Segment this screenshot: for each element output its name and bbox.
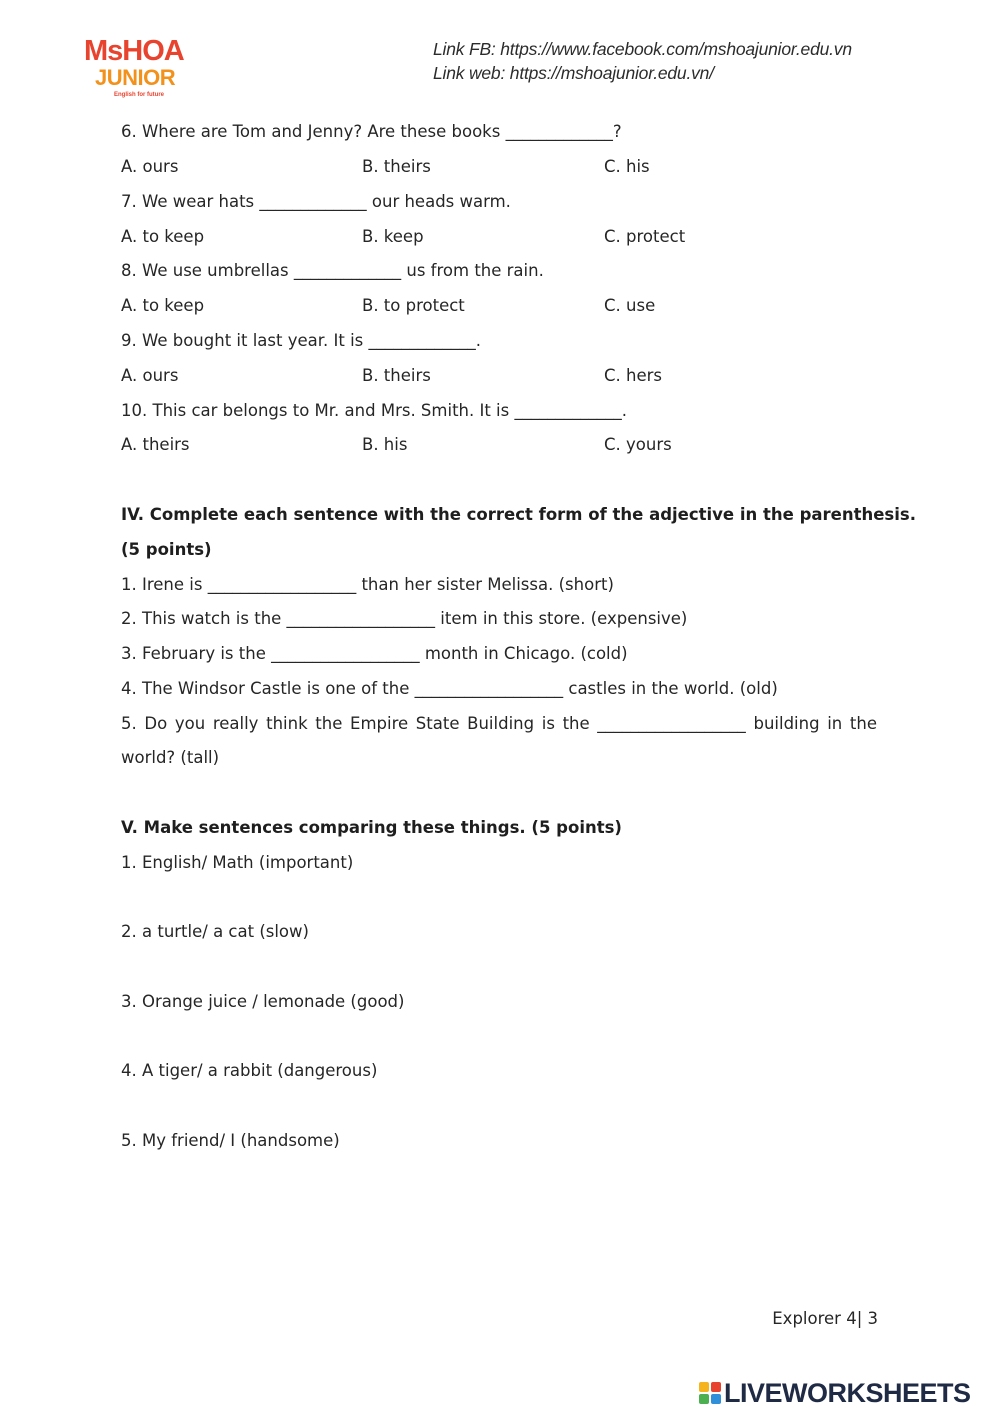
question-10: 10. This car belongs to Mr. and Mrs. Smith. It is _____________. (121, 401, 627, 420)
header-links (433, 37, 993, 85)
section-5-item-5: 5. My friend/ I (handsome) (121, 1131, 340, 1150)
liveworksheets-text: LIVEWORKSHEETS (724, 1378, 971, 1408)
section-5-item-1: 1. English/ Math (important) (121, 853, 354, 872)
logo (84, 36, 216, 102)
section-4-item-1[interactable]: 1. Irene is __________________ than her sister Melissa. (short) (121, 575, 614, 594)
section-4-points: (5 points) (121, 540, 212, 559)
q6-option-c[interactable]: C. his (604, 157, 650, 176)
q10-option-b[interactable]: B. his (362, 435, 408, 454)
q10-option-a[interactable]: A. theirs (121, 435, 190, 454)
section-4-item-2[interactable]: 2. This watch is the __________________ item in this store. (expensive) (121, 609, 688, 628)
q9-option-c[interactable]: C. hers (604, 366, 662, 385)
logo-tagline: English for future (114, 92, 164, 98)
q7-option-a[interactable]: A. to keep (121, 227, 205, 246)
q7-option-c[interactable]: C. protect (604, 227, 686, 246)
q9-option-a[interactable]: A. ours (121, 366, 179, 385)
section-4-item-3[interactable]: 3. February is the __________________ month in Chicago. (cold) (121, 644, 628, 663)
section-5-item-4: 4. A tiger/ a rabbit (dangerous) (121, 1061, 378, 1080)
question-9: 9. We bought it last year. It is _____________. (121, 331, 481, 350)
logo-junior-text: JUNIOR (95, 65, 176, 90)
section-4-item-4[interactable]: 4. The Windsor Castle is one of the __________________ castles in the world. (old) (121, 679, 778, 698)
link-website[interactable]: Link web: https://mshoajunior.edu.vn/ (433, 63, 714, 83)
link-facebook[interactable]: Link FB: https://www.facebook.com/mshoajunior.edu.vn (433, 39, 852, 59)
logo-main-text: MsHOA (84, 35, 184, 67)
section-4-item-5-cont: world? (tall) (121, 748, 220, 767)
q10-option-c[interactable]: C. yours (604, 435, 672, 454)
question-7: 7. We wear hats _____________ our heads warm. (121, 192, 511, 211)
section-5-item-3: 3. Orange juice / lemonade (good) (121, 992, 405, 1011)
q9-option-b[interactable]: B. theirs (362, 366, 431, 385)
page-number: Explorer 4| 3 (772, 1309, 878, 1328)
q6-option-b[interactable]: B. theirs (362, 157, 431, 176)
section-5-item-2: 2. a turtle/ a cat (slow) (121, 922, 309, 941)
question-8: 8. We use umbrellas _____________ us from the rain. (121, 261, 544, 280)
liveworksheets-brand[interactable] (698, 1377, 994, 1407)
q8-option-a[interactable]: A. to keep (121, 296, 205, 315)
q7-option-b[interactable]: B. keep (362, 227, 424, 246)
question-6: 6. Where are Tom and Jenny? Are these books _____________? (121, 122, 622, 141)
q8-option-c[interactable]: C. use (604, 296, 656, 315)
section-4-item-5[interactable]: 5. Do you really think the Empire State Building is the __________________ building in the (121, 714, 877, 733)
section-4-title: IV. Complete each sentence with the correct form of the adjective in the parenthesis. (121, 505, 916, 524)
q8-option-b[interactable]: B. to protect (362, 296, 465, 315)
liveworksheets-logo-icon (698, 1381, 722, 1405)
section-5-title: V. Make sentences comparing these things. (5 points) (121, 818, 622, 837)
q6-option-a[interactable]: A. ours (121, 157, 179, 176)
